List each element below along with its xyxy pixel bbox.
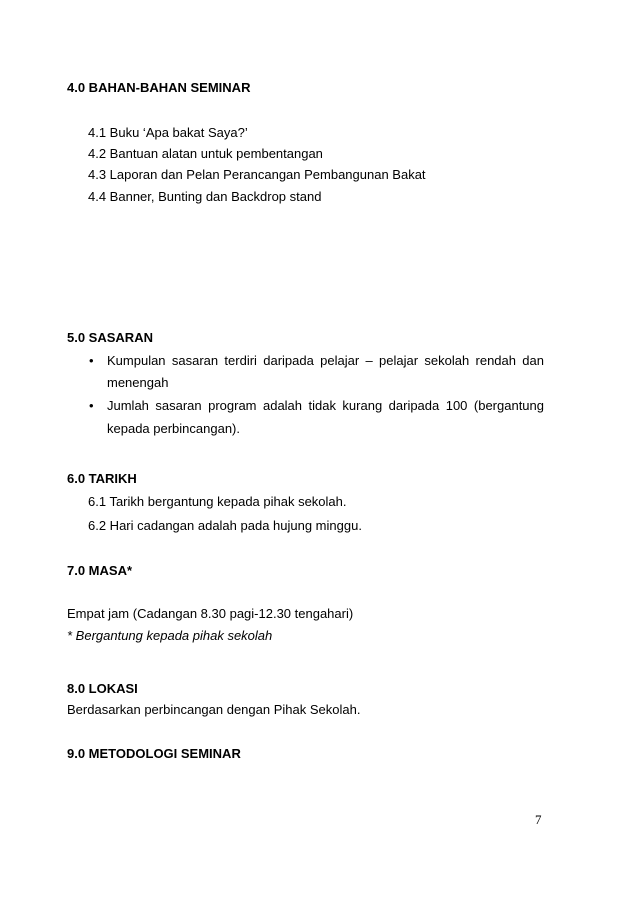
- section-4-heading: 4.0 BAHAN-BAHAN SEMINAR: [67, 80, 251, 95]
- bullet-1-line-1: Kumpulan sasaran terdiri daripada pelajar – pelajar sekolah rendah dan: [107, 353, 544, 368]
- section-7-text: Empat jam (Cadangan 8.30 pagi-12.30 tengahari): [67, 606, 354, 621]
- section-5-heading: 5.0 SASARAN: [67, 330, 153, 345]
- section-9-heading: 9.0 METODOLOGI SEMINAR: [67, 746, 241, 761]
- section-4-item-3: 4.3 Laporan dan Pelan Perancangan Pembangunan Bakat: [88, 167, 426, 182]
- section-5-bullet-2: [89, 398, 544, 438]
- bullet-icon: •: [89, 398, 94, 413]
- section-8-text: Berdasarkan perbincangan dengan Pihak Sekolah.: [67, 702, 361, 717]
- section-5-bullet-1: [89, 353, 544, 393]
- section-4-item-2: 4.2 Bantuan alatan untuk pembentangan: [88, 146, 323, 161]
- bullet-2-line-1: Jumlah sasaran program adalah tidak kurang daripada 100 (bergantung: [107, 398, 544, 413]
- section-7-note: * Bergantung kepada pihak sekolah: [67, 628, 273, 643]
- bullet-1-line-2: menengah: [107, 375, 169, 390]
- section-8-heading: 8.0 LOKASI: [67, 681, 138, 696]
- bullet-2-line-2: kepada perbincangan).: [107, 421, 240, 436]
- section-4-item-4: 4.4 Banner, Bunting dan Backdrop stand: [88, 189, 322, 204]
- section-6-item-1: 6.1 Tarikh bergantung kepada pihak sekolah.: [88, 494, 347, 509]
- section-4-item-1: 4.1 Buku ‘Apa bakat Saya?’: [88, 125, 248, 140]
- section-7-heading: 7.0 MASA*: [67, 563, 133, 578]
- page-number: 7: [535, 812, 542, 827]
- bullet-icon: •: [89, 353, 94, 368]
- section-6-heading: 6.0 TARIKH: [67, 471, 137, 486]
- section-6-item-2: 6.2 Hari cadangan adalah pada hujung minggu.: [88, 518, 362, 533]
